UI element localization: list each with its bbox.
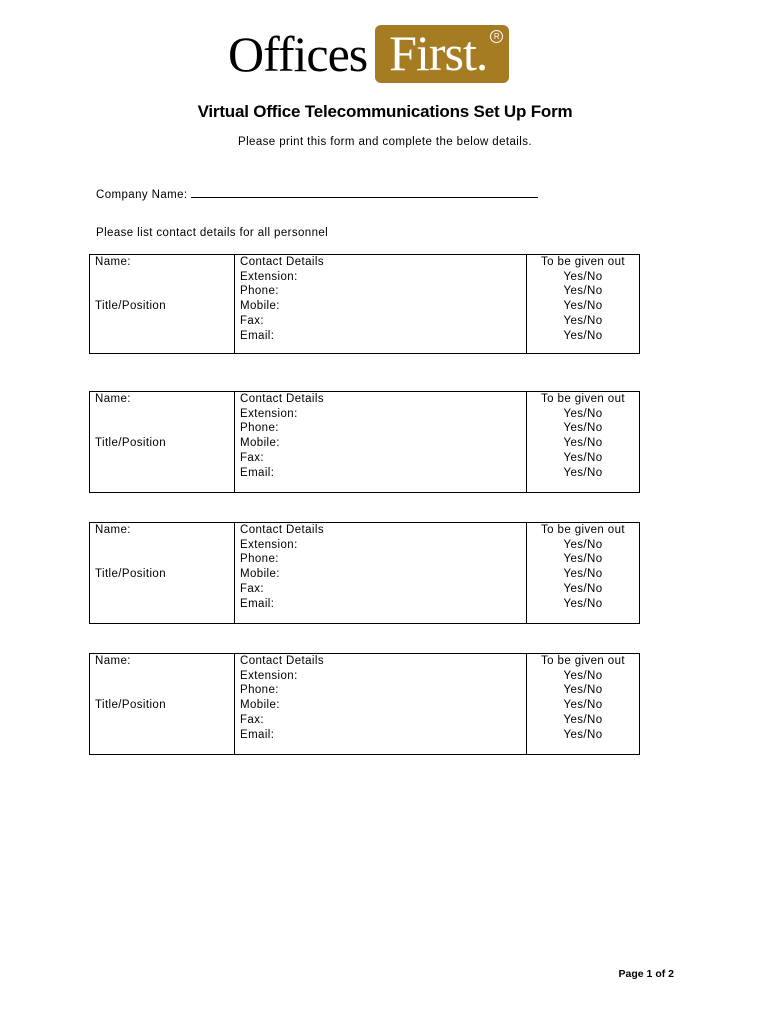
form-subtitle: Please print this form and complete the below details. bbox=[238, 136, 532, 148]
given-out-header: To be given out bbox=[540, 655, 625, 667]
personnel-table bbox=[89, 391, 640, 493]
yes-no-option: Yes/No bbox=[563, 270, 603, 283]
yes-no-option: Yes/No bbox=[563, 422, 603, 435]
logo-word-offices: Offices bbox=[228, 26, 368, 82]
form-title: Virtual Office Telecommunications Set Up Form bbox=[197, 102, 573, 121]
logo-word-first: First. bbox=[389, 25, 488, 81]
yes-no-option: Yes/No bbox=[563, 285, 603, 298]
personnel-table bbox=[89, 254, 640, 354]
mobile-label: Mobile: bbox=[240, 699, 280, 712]
yes-no-option: Yes/No bbox=[563, 553, 603, 566]
title-position-label: Title/Position bbox=[95, 568, 167, 580]
yes-no-option: Yes/No bbox=[563, 538, 603, 551]
name-column bbox=[90, 255, 235, 353]
given-out-column bbox=[527, 255, 639, 353]
page-number: Page 1 of 2 bbox=[618, 968, 674, 980]
personnel-instructions: Please list contact details for all personnel bbox=[96, 227, 329, 239]
contact-details-column bbox=[235, 654, 527, 754]
mobile-label: Mobile: bbox=[240, 300, 280, 313]
yes-no-option: Yes/No bbox=[563, 407, 603, 420]
email-label: Email: bbox=[240, 329, 275, 342]
contact-details-column bbox=[235, 523, 527, 623]
title-position-label: Title/Position bbox=[95, 300, 167, 312]
yes-no-option: Yes/No bbox=[563, 699, 603, 712]
email-label: Email: bbox=[240, 466, 275, 479]
yes-no-option: Yes/No bbox=[563, 597, 603, 610]
fax-label: Fax: bbox=[240, 314, 264, 327]
phone-label: Phone: bbox=[240, 684, 279, 697]
given-out-header: To be given out bbox=[540, 524, 625, 536]
given-out-list bbox=[527, 392, 639, 480]
contact-details-header: Contact Details bbox=[240, 655, 324, 667]
fax-label: Fax: bbox=[240, 582, 264, 595]
yes-no-option: Yes/No bbox=[563, 568, 603, 581]
offices-first-logo bbox=[228, 24, 509, 84]
mobile-label: Mobile: bbox=[240, 437, 280, 450]
yes-no-option: Yes/No bbox=[563, 684, 603, 697]
email-label: Email: bbox=[240, 597, 275, 610]
name-column bbox=[90, 392, 235, 492]
company-name-row bbox=[96, 185, 538, 201]
yes-no-option: Yes/No bbox=[563, 728, 603, 741]
yes-no-option: Yes/No bbox=[563, 669, 603, 682]
contact-details-list bbox=[240, 255, 324, 343]
given-out-column bbox=[527, 392, 639, 492]
yes-no-option: Yes/No bbox=[563, 300, 603, 313]
contact-details-column bbox=[235, 255, 527, 353]
email-label: Email: bbox=[240, 728, 275, 741]
contact-details-list bbox=[240, 654, 324, 742]
extension-label: Extension: bbox=[240, 538, 298, 551]
title-position-label: Title/Position bbox=[95, 699, 167, 711]
extension-label: Extension: bbox=[240, 270, 298, 283]
yes-no-option: Yes/No bbox=[563, 451, 603, 464]
contact-details-header: Contact Details bbox=[240, 524, 324, 536]
extension-label: Extension: bbox=[240, 407, 298, 420]
registered-mark-icon: R bbox=[490, 30, 503, 43]
personnel-table bbox=[89, 522, 640, 624]
yes-no-option: Yes/No bbox=[563, 314, 603, 327]
given-out-list bbox=[527, 523, 639, 611]
logo-gold-box bbox=[375, 25, 509, 83]
name-label: Name: bbox=[95, 524, 131, 536]
given-out-column bbox=[527, 523, 639, 623]
fax-label: Fax: bbox=[240, 713, 264, 726]
contact-details-header: Contact Details bbox=[240, 256, 324, 268]
given-out-list bbox=[527, 654, 639, 742]
company-name-label: Company Name: bbox=[96, 189, 188, 201]
yes-no-option: Yes/No bbox=[563, 582, 603, 595]
yes-no-option: Yes/No bbox=[563, 466, 603, 479]
name-label: Name: bbox=[95, 393, 131, 405]
extension-label: Extension: bbox=[240, 669, 298, 682]
title-position-label: Title/Position bbox=[95, 437, 167, 449]
yes-no-option: Yes/No bbox=[563, 329, 603, 342]
contact-details-list bbox=[240, 523, 324, 611]
mobile-label: Mobile: bbox=[240, 568, 280, 581]
given-out-list bbox=[527, 255, 639, 343]
name-label: Name: bbox=[95, 256, 131, 268]
fax-label: Fax: bbox=[240, 451, 264, 464]
phone-label: Phone: bbox=[240, 285, 279, 298]
yes-no-option: Yes/No bbox=[563, 437, 603, 450]
given-out-header: To be given out bbox=[540, 256, 625, 268]
given-out-header: To be given out bbox=[540, 393, 625, 405]
contact-details-column bbox=[235, 392, 527, 492]
company-name-field[interactable] bbox=[191, 185, 538, 198]
phone-label: Phone: bbox=[240, 553, 279, 566]
yes-no-option: Yes/No bbox=[563, 713, 603, 726]
personnel-table bbox=[89, 653, 640, 755]
phone-label: Phone: bbox=[240, 422, 279, 435]
contact-details-list bbox=[240, 392, 324, 480]
given-out-column bbox=[527, 654, 639, 754]
contact-details-header: Contact Details bbox=[240, 393, 324, 405]
name-column bbox=[90, 523, 235, 623]
name-column bbox=[90, 654, 235, 754]
name-label: Name: bbox=[95, 655, 131, 667]
